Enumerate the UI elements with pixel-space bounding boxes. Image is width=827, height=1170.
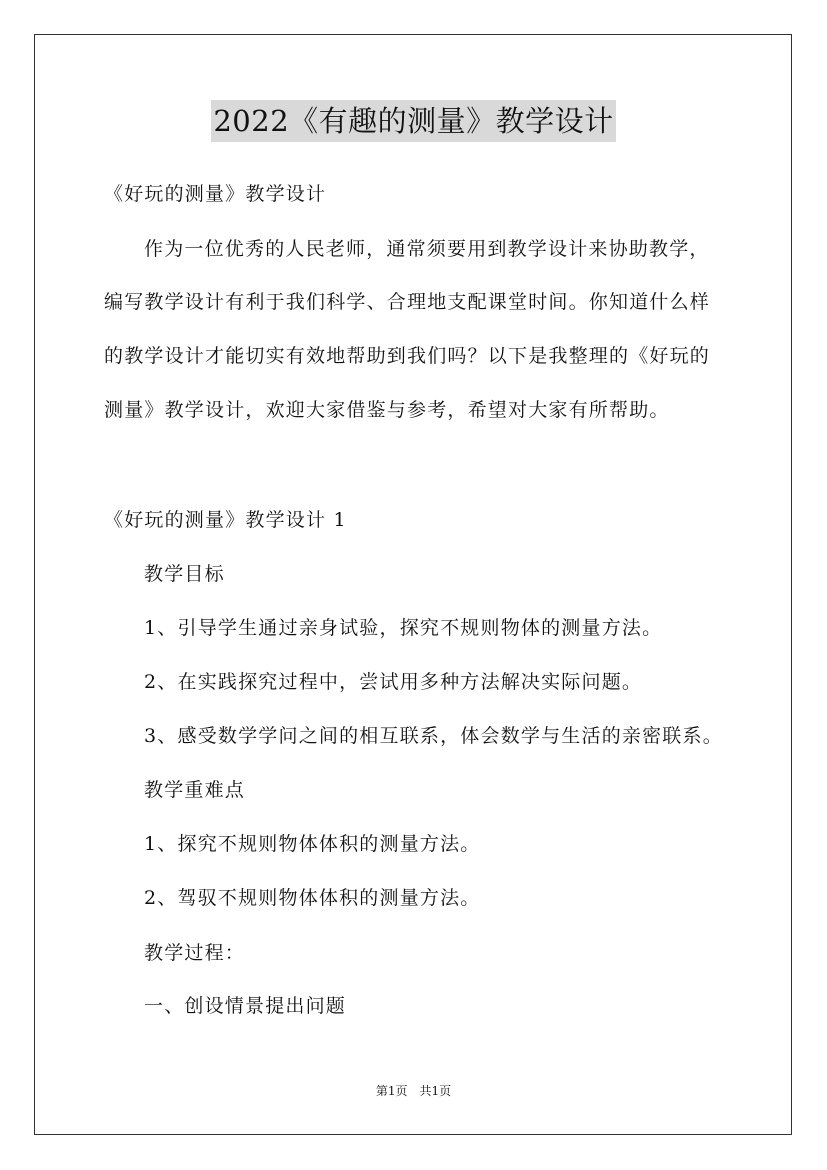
process-step-1: 一、创设情景提出问题 (144, 995, 347, 1017)
section-heading: 《好玩的测量》教学设计 1 (104, 509, 347, 531)
goal-item-1: 1、引导学生通过亲身试验，探究不规则物体的测量方法。 (144, 617, 663, 639)
title-container (0, 100, 827, 142)
document-subtitle: 《好玩的测量》教学设计 (104, 183, 327, 205)
goal-item-3: 3、感受数学学问之间的相互联系，体会数学与生活的亲密联系。 (144, 725, 723, 747)
page-number-footer: 第1页 共1页 (375, 1084, 452, 1098)
keypoint-item-2: 2、驾驭不规则物体体积的测量方法。 (144, 887, 481, 909)
intro-line-3: 的教学设计才能切实有效地帮助到我们吗？以下是我整理的《好玩的 (104, 345, 711, 367)
intro-line-2: 编写教学设计有利于我们科学、合理地支配课堂时间。你知道什么样 (104, 291, 711, 313)
intro-line-4: 测量》教学设计，欢迎大家借鉴与参考，希望对大家有所帮助。 (104, 399, 670, 421)
keypoints-heading: 教学重难点 (144, 779, 246, 801)
goals-heading: 教学目标 (144, 563, 225, 585)
process-heading: 教学过程： (144, 942, 246, 964)
intro-line-1: 作为一位优秀的人民老师，通常须要用到教学设计来协助教学， (144, 238, 710, 260)
keypoint-item-1: 1、探究不规则物体体积的测量方法。 (144, 833, 481, 855)
goal-item-2: 2、在实践探究过程中，尝试用多种方法解决实际问题。 (144, 671, 643, 693)
document-title: 2022《有趣的测量》教学设计 (211, 100, 615, 142)
